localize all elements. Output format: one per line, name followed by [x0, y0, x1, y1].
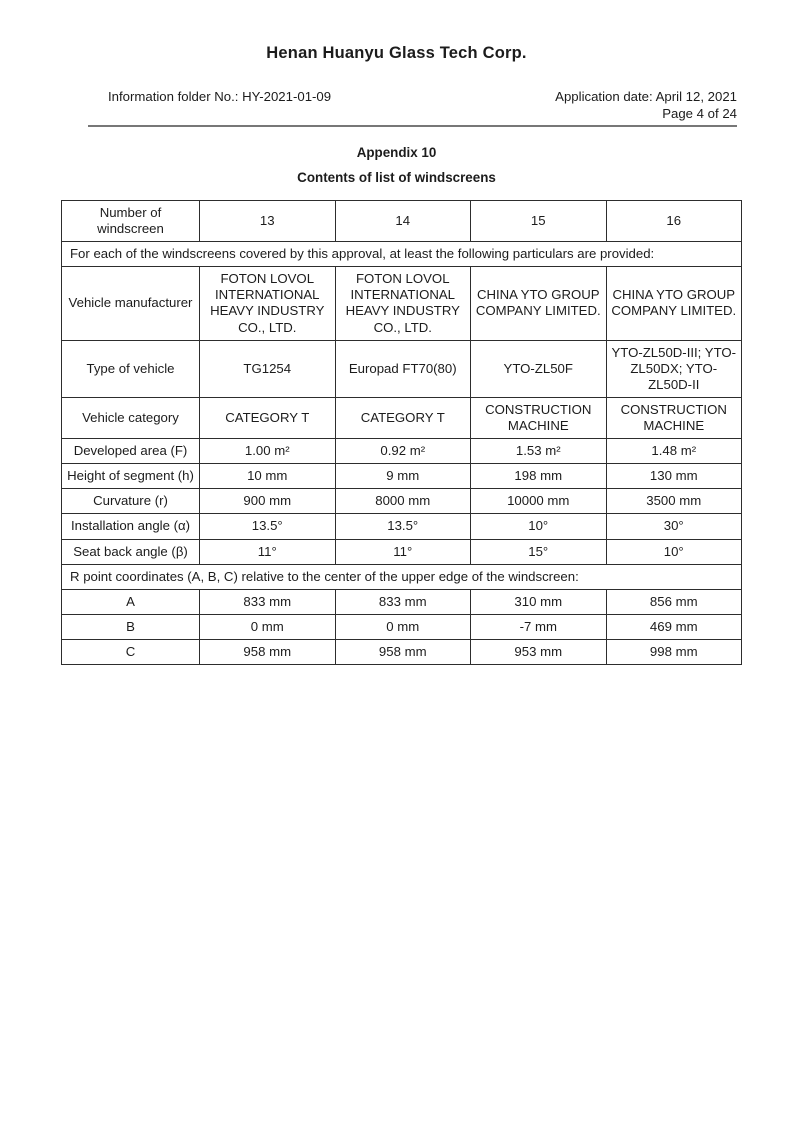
- cell-value: CHINA YTO GROUP COMPANY LIMITED.: [606, 267, 742, 340]
- cell-value: 1.53 m²: [471, 439, 607, 464]
- cell-value: 469 mm: [606, 614, 742, 639]
- cell-value: 30°: [606, 514, 742, 539]
- cell-value: CONSTRUCTION MACHINE: [606, 397, 742, 438]
- cell-value: TG1254: [200, 340, 336, 397]
- note-row-particulars: [62, 242, 742, 267]
- row-label: Vehicle category: [62, 397, 200, 438]
- header-divider: [88, 125, 737, 127]
- cell-value: YTO-ZL50F: [471, 340, 607, 397]
- column-header-16: 16: [606, 201, 742, 242]
- cell-value: 310 mm: [471, 589, 607, 614]
- windscreen-table: [61, 200, 742, 665]
- row-label: Curvature (r): [62, 489, 200, 514]
- cell-value: 833 mm: [335, 589, 471, 614]
- note-particulars-text: For each of the windscreens covered by this approval, at least the following particulars are provided:: [62, 242, 742, 267]
- table-row-installation-angle: [62, 514, 742, 539]
- cell-value: CHINA YTO GROUP COMPANY LIMITED.: [471, 267, 607, 340]
- row-label: C: [62, 639, 200, 664]
- cell-value: 10°: [471, 514, 607, 539]
- cell-value: 11°: [335, 539, 471, 564]
- cell-value: 9 mm: [335, 464, 471, 489]
- cell-value: 13.5°: [335, 514, 471, 539]
- table-row-seat-back-angle: [62, 539, 742, 564]
- cell-value: 1.48 m²: [606, 439, 742, 464]
- cell-value: 0 mm: [335, 614, 471, 639]
- table-row-b: [62, 614, 742, 639]
- table-row-a: [62, 589, 742, 614]
- cell-value: CATEGORY T: [200, 397, 336, 438]
- table-row-curvature-r: [62, 489, 742, 514]
- table-row-vehicle-manufacturer: [62, 267, 742, 340]
- appendix-title: Appendix 10: [356, 145, 437, 160]
- table-row-c: [62, 639, 742, 664]
- cell-value: 958 mm: [200, 639, 336, 664]
- row-label: Developed area (F): [62, 439, 200, 464]
- cell-value: 15°: [471, 539, 607, 564]
- cell-value: 8000 mm: [335, 489, 471, 514]
- cell-value: 856 mm: [606, 589, 742, 614]
- cell-value: 3500 mm: [606, 489, 742, 514]
- appendix-subtitle: Contents of list of windscreens: [297, 170, 496, 185]
- cell-value: 0.92 m²: [335, 439, 471, 464]
- cell-value: 10°: [606, 539, 742, 564]
- page-number: Page 4 of 24: [662, 106, 737, 121]
- column-header-13: 13: [200, 201, 336, 242]
- cell-value: 10000 mm: [471, 489, 607, 514]
- cell-value: 998 mm: [606, 639, 742, 664]
- cell-value: Europad FT70(80): [335, 340, 471, 397]
- cell-value: 833 mm: [200, 589, 336, 614]
- table-row-vehicle-category: [62, 397, 742, 438]
- cell-value: 1.00 m²: [200, 439, 336, 464]
- cell-value: 0 mm: [200, 614, 336, 639]
- info-row: [88, 89, 737, 104]
- cell-value: YTO-ZL50D-III; YTO-ZL50DX; YTO-ZL50D-II: [606, 340, 742, 397]
- cell-value: -7 mm: [471, 614, 607, 639]
- table-row-type-of-vehicle: [62, 340, 742, 397]
- cell-value: 10 mm: [200, 464, 336, 489]
- row-label: Vehicle manufacturer: [62, 267, 200, 340]
- information-folder-number: Information folder No.: HY-2021-01-09: [108, 89, 332, 104]
- cell-value: FOTON LOVOL INTERNATIONAL HEAVY INDUSTRY CO., LTD.: [335, 267, 471, 340]
- column-header-14: 14: [335, 201, 471, 242]
- cell-value: 11°: [200, 539, 336, 564]
- cell-value: 198 mm: [471, 464, 607, 489]
- document-header: [88, 89, 737, 127]
- row-label: Height of segment (h): [62, 464, 200, 489]
- company-title: Henan Huanyu Glass Tech Corp.: [266, 44, 527, 62]
- cell-value: 900 mm: [200, 489, 336, 514]
- row-label: A: [62, 589, 200, 614]
- cell-value: 953 mm: [471, 639, 607, 664]
- column-header-15: 15: [471, 201, 607, 242]
- cell-value: 13.5°: [200, 514, 336, 539]
- row-label: B: [62, 614, 200, 639]
- row-label: Seat back angle (β): [62, 539, 200, 564]
- note-r-point-text: R point coordinates (A, B, C) relative to the center of the upper edge of the windscreen:: [62, 564, 742, 589]
- row-label: Type of vehicle: [62, 340, 200, 397]
- cell-value: FOTON LOVOL INTERNATIONAL HEAVY INDUSTRY CO., LTD.: [200, 267, 336, 340]
- cell-value: 958 mm: [335, 639, 471, 664]
- table-row-height-of-segment-h: [62, 464, 742, 489]
- application-date: Application date: April 12, 2021: [555, 89, 737, 104]
- cell-value: 130 mm: [606, 464, 742, 489]
- table-row-developed-area-f: [62, 439, 742, 464]
- note-row-r-point: [62, 564, 742, 589]
- table-header-row: [62, 201, 742, 242]
- cell-value: CATEGORY T: [335, 397, 471, 438]
- cell-value: CONSTRUCTION MACHINE: [471, 397, 607, 438]
- row-label-number-of-windscreen: Number of windscreen: [62, 201, 200, 242]
- row-label: Installation angle (α): [62, 514, 200, 539]
